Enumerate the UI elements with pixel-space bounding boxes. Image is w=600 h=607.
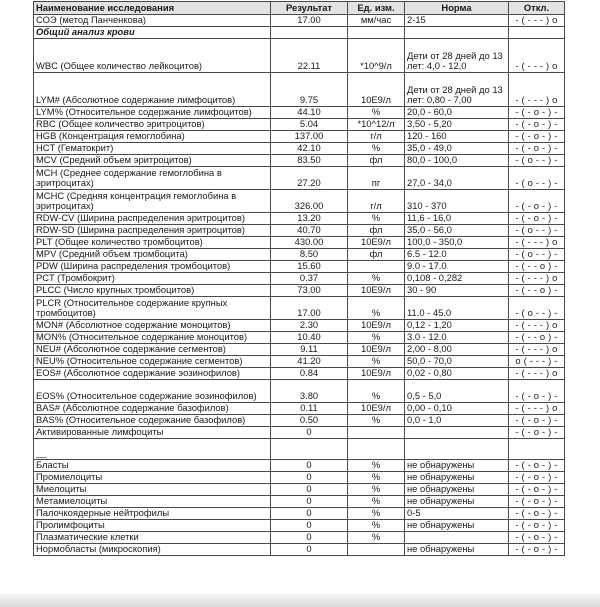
cell-name: Пролимфоциты <box>34 520 271 532</box>
table-row <box>34 496 565 508</box>
cell-unit: % <box>348 213 405 225</box>
cell-unit: % <box>348 356 405 368</box>
header-unit: Ед. изм. <box>348 2 405 15</box>
cell-unit <box>348 544 405 556</box>
cell-norm: 0,00 - 0,10 <box>405 403 509 415</box>
cell-unit: 10E9/л <box>348 285 405 297</box>
cell-deviation: - ( - - - ) о <box>509 273 565 285</box>
cell-name: MCHC (Средняя концентрация гемоглобина в эритроцитах) <box>34 190 271 213</box>
cell-name: Миелоциты <box>34 484 271 496</box>
cell-result <box>271 439 348 460</box>
cell-unit <box>348 27 405 39</box>
cell-result: 17.00 <box>271 15 348 27</box>
cell-name: MON% (Относительное содержание моноцитов) <box>34 332 271 344</box>
cell-result: 0.84 <box>271 368 348 380</box>
cell-name: MPV (Средний объем тромбоцита) <box>34 249 271 261</box>
cell-name: Метамиелоциты <box>34 496 271 508</box>
cell-norm: 35,0 - 49,0 <box>405 143 509 155</box>
cell-name: СОЭ (метод Панченкова) <box>34 15 271 27</box>
cell-result: 13.20 <box>271 213 348 225</box>
cell-result: 10.40 <box>271 332 348 344</box>
cell-deviation: - ( - о - ) - <box>509 190 565 213</box>
section-row <box>34 27 565 39</box>
cell-unit: 10E9/л <box>348 368 405 380</box>
cell-result: 0 <box>271 427 348 439</box>
cell-norm: 0-5 <box>405 508 509 520</box>
cell-unit: % <box>348 532 405 544</box>
table-row <box>34 237 565 249</box>
cell-result: 8.50 <box>271 249 348 261</box>
cell-norm <box>405 439 509 460</box>
cell-norm: 20,0 - 60,0 <box>405 107 509 119</box>
cell-unit: % <box>348 496 405 508</box>
cell-unit: % <box>348 107 405 119</box>
cell-result: 0 <box>271 520 348 532</box>
cell-norm: не обнаружены <box>405 544 509 556</box>
cell-deviation: - ( - - о ) - <box>509 285 565 297</box>
cell-unit <box>348 261 405 273</box>
cell-result: 83.50 <box>271 155 348 167</box>
cell-norm: Дети от 28 дней до 13 лет: 0,80 - 7,00 <box>405 73 509 107</box>
cell-name: BAS# (Абсолютное содержание базофилов) <box>34 403 271 415</box>
cell-norm <box>405 532 509 544</box>
cell-norm <box>405 27 509 39</box>
cell-norm: 30 - 90 <box>405 285 509 297</box>
cell-name: EOS% (Относительное содержание эозинофилов) <box>34 380 271 403</box>
cell-unit: 10E9/л <box>348 320 405 332</box>
table-row <box>34 344 565 356</box>
cell-deviation: - ( - о - ) - <box>509 532 565 544</box>
cell-deviation: - ( - о - ) - <box>509 119 565 131</box>
page-bottom-edge <box>0 594 600 607</box>
cell-result: 40.70 <box>271 225 348 237</box>
cell-deviation: - ( - о - ) - <box>509 380 565 403</box>
cell-deviation: - ( о - - ) - <box>509 225 565 237</box>
cell-deviation: о ( - - - ) - <box>509 356 565 368</box>
cell-name: PLCR (Относительное содержание крупных тромбоцитов) <box>34 297 271 320</box>
cell-name: MCV (Средний объем эритроцитов) <box>34 155 271 167</box>
table-row <box>34 107 565 119</box>
cell-unit: % <box>348 297 405 320</box>
cell-deviation: - ( - о - ) - <box>509 496 565 508</box>
cell-result <box>271 27 348 39</box>
cell-unit: мм/час <box>348 15 405 27</box>
table-row <box>34 484 565 496</box>
table-row <box>34 73 565 107</box>
cell-norm: 27,0 - 34,0 <box>405 167 509 190</box>
cell-norm: не обнаружены <box>405 520 509 532</box>
cell-name: MON# (Абсолютное содержание моноцитов) <box>34 320 271 332</box>
table-row <box>34 225 565 237</box>
table-row <box>34 285 565 297</box>
cell-norm: 100,0 - 350,0 <box>405 237 509 249</box>
cell-norm: не обнаружены <box>405 484 509 496</box>
cell-result: 0 <box>271 532 348 544</box>
cell-name: PLCC (Число крупных тромбоцитов) <box>34 285 271 297</box>
cell-name: __ <box>34 439 271 460</box>
cell-unit: % <box>348 508 405 520</box>
cell-deviation: - ( - о - ) - <box>509 484 565 496</box>
cell-name: PCT (Тромбокрит) <box>34 273 271 285</box>
cell-result: 17.00 <box>271 297 348 320</box>
table-row <box>34 532 565 544</box>
cell-norm: 0,12 - 1,20 <box>405 320 509 332</box>
table-row <box>34 544 565 556</box>
cell-result: 42.10 <box>271 143 348 155</box>
cell-unit: пг <box>348 167 405 190</box>
cell-norm: 310 - 370 <box>405 190 509 213</box>
table-row <box>34 167 565 190</box>
cell-result: 0 <box>271 460 348 472</box>
table-row <box>34 460 565 472</box>
cell-norm: 0,0 - 1,0 <box>405 415 509 427</box>
cell-deviation: - ( - о - ) - <box>509 427 565 439</box>
cell-result: 44.10 <box>271 107 348 119</box>
cell-norm: 35,0 - 56,0 <box>405 225 509 237</box>
cell-unit: 10E9/л <box>348 403 405 415</box>
cell-unit: 10E9/л <box>348 344 405 356</box>
cell-name: Промиелоциты <box>34 472 271 484</box>
cell-norm: 80,0 - 100,0 <box>405 155 509 167</box>
table-row <box>34 415 565 427</box>
cell-deviation: - ( - о - ) - <box>509 508 565 520</box>
cell-norm: 2-15 <box>405 15 509 27</box>
cell-deviation: - ( о - - ) - <box>509 297 565 320</box>
cell-unit: 10E9/л <box>348 73 405 107</box>
cell-name: Палочкоядерные нейтрофилы <box>34 508 271 520</box>
cell-name: Бласты <box>34 460 271 472</box>
cell-name: Плазматические клетки <box>34 532 271 544</box>
cell-unit: фл <box>348 249 405 261</box>
cell-norm: 2,00 - 8,00 <box>405 344 509 356</box>
cell-norm: 3,50 - 5,20 <box>405 119 509 131</box>
cell-name: WBC (Общее количество лейкоцитов) <box>34 39 271 73</box>
cell-name: NEU# (Абсолютное содержание сегментов) <box>34 344 271 356</box>
cell-deviation <box>509 27 565 39</box>
cell-deviation: - ( - - - ) о <box>509 237 565 249</box>
cell-result: 27.20 <box>271 167 348 190</box>
table-row <box>34 213 565 225</box>
cell-norm: 9.0 - 17.0 <box>405 261 509 273</box>
cell-unit: *10^9/л <box>348 39 405 73</box>
cell-norm: не обнаружены <box>405 496 509 508</box>
cell-name: EOS# (Абсолютное содержание эозинофилов) <box>34 368 271 380</box>
cell-norm <box>405 427 509 439</box>
header-deviation: Откл. <box>509 2 565 15</box>
cell-result: 137.00 <box>271 131 348 143</box>
cell-result: 0 <box>271 544 348 556</box>
lab-results-sheet <box>33 1 564 556</box>
table-row <box>34 249 565 261</box>
table-row <box>34 320 565 332</box>
cell-unit: % <box>348 484 405 496</box>
table-row <box>34 273 565 285</box>
cell-norm: 3.0 - 12.0 <box>405 332 509 344</box>
cell-result: 9.11 <box>271 344 348 356</box>
table-row <box>34 15 565 27</box>
results-table <box>33 1 565 556</box>
cell-unit: фл <box>348 225 405 237</box>
cell-deviation: - ( - - о ) - <box>509 261 565 273</box>
header-name: Наименование исследования <box>34 2 271 15</box>
cell-result: 2.30 <box>271 320 348 332</box>
cell-norm: Дети от 28 дней до 13 лет: 4,0 - 12,0 <box>405 39 509 73</box>
table-row <box>34 403 565 415</box>
header-result: Результат <box>271 2 348 15</box>
cell-deviation: - ( - - - ) о <box>509 403 565 415</box>
cell-unit: г/л <box>348 190 405 213</box>
cell-name: RDW-SD (Ширина распределения эритроцитов) <box>34 225 271 237</box>
table-row <box>34 427 565 439</box>
cell-result: 0 <box>271 472 348 484</box>
table-row <box>34 368 565 380</box>
table-row <box>34 190 565 213</box>
cell-deviation: - ( - о - ) - <box>509 107 565 119</box>
cell-deviation: - ( - - - ) о <box>509 344 565 356</box>
header-row <box>34 2 565 15</box>
cell-norm: 11.0 - 45.0 <box>405 297 509 320</box>
cell-unit: % <box>348 143 405 155</box>
cell-result: 430.00 <box>271 237 348 249</box>
cell-result: 326.00 <box>271 190 348 213</box>
cell-unit: 10E9/л <box>348 237 405 249</box>
cell-result: 5.04 <box>271 119 348 131</box>
cell-norm: 0,108 - 0,282 <box>405 273 509 285</box>
cell-result: 0.50 <box>271 415 348 427</box>
cell-unit: г/л <box>348 131 405 143</box>
cell-deviation: - ( - - - ) о <box>509 320 565 332</box>
cell-norm: 6.5 - 12.0 <box>405 249 509 261</box>
table-row <box>34 380 565 403</box>
table-row <box>34 472 565 484</box>
cell-norm: 11,6 - 16,0 <box>405 213 509 225</box>
table-row <box>34 143 565 155</box>
cell-deviation: - ( о - - ) - <box>509 249 565 261</box>
cell-unit: % <box>348 273 405 285</box>
cell-name: LYM% (Относительное содержание лимфоцитов) <box>34 107 271 119</box>
table-row <box>34 439 565 460</box>
cell-result: 3.80 <box>271 380 348 403</box>
cell-name: Нормобласты (микроскопия) <box>34 544 271 556</box>
cell-result: 22.11 <box>271 39 348 73</box>
cell-name: RDW-CV (Ширина распределения эритроцитов) <box>34 213 271 225</box>
cell-result: 0.11 <box>271 403 348 415</box>
cell-deviation: - ( - - - ) о <box>509 368 565 380</box>
cell-name: PDW (Ширина распределения тромбоцитов) <box>34 261 271 273</box>
cell-unit: % <box>348 460 405 472</box>
cell-deviation: - ( о - - ) - <box>509 155 565 167</box>
cell-norm: 120 - 160 <box>405 131 509 143</box>
cell-unit <box>348 427 405 439</box>
table-row <box>34 297 565 320</box>
cell-deviation: - ( - о - ) - <box>509 544 565 556</box>
cell-deviation: - ( - о - ) - <box>509 520 565 532</box>
cell-unit: % <box>348 415 405 427</box>
table-row <box>34 332 565 344</box>
cell-name: MCH (Среднее содержание гемоглобина в эритроцитах) <box>34 167 271 190</box>
cell-deviation: - ( - - - ) о <box>509 39 565 73</box>
cell-unit <box>348 439 405 460</box>
cell-norm: не обнаружены <box>405 472 509 484</box>
table-row <box>34 356 565 368</box>
cell-unit: % <box>348 520 405 532</box>
cell-deviation: - ( - - - ) о <box>509 73 565 107</box>
cell-name: PLT (Общее количество тромбоцитов) <box>34 237 271 249</box>
cell-result: 73.00 <box>271 285 348 297</box>
header-norm: Норма <box>405 2 509 15</box>
cell-deviation: - ( - о - ) - <box>509 131 565 143</box>
cell-unit: % <box>348 332 405 344</box>
table-row <box>34 131 565 143</box>
cell-deviation: - ( о - - ) - <box>509 167 565 190</box>
table-row <box>34 119 565 131</box>
cell-result: 0 <box>271 508 348 520</box>
table-row <box>34 155 565 167</box>
cell-result: 0.37 <box>271 273 348 285</box>
table-row <box>34 520 565 532</box>
cell-unit: фл <box>348 155 405 167</box>
cell-result: 9.75 <box>271 73 348 107</box>
cell-name: HGB (Концентрация гемоглобина) <box>34 131 271 143</box>
cell-unit: *10^12/л <box>348 119 405 131</box>
cell-unit: % <box>348 380 405 403</box>
cell-result: 41.20 <box>271 356 348 368</box>
cell-name: HCT (Гематокрит) <box>34 143 271 155</box>
table-row <box>34 39 565 73</box>
cell-norm: не обнаружены <box>405 460 509 472</box>
table-row <box>34 261 565 273</box>
cell-deviation: - ( - о - ) - <box>509 460 565 472</box>
cell-deviation: - ( - - - ) о <box>509 15 565 27</box>
cell-deviation: - ( - о - ) - <box>509 415 565 427</box>
cell-deviation: - ( - - о ) - <box>509 332 565 344</box>
cell-result: 0 <box>271 484 348 496</box>
cell-deviation: - ( - о - ) - <box>509 472 565 484</box>
cell-name: LYM# (Абсолютное содержание лимфоцитов) <box>34 73 271 107</box>
table-row <box>34 508 565 520</box>
cell-norm: 0,02 - 0,80 <box>405 368 509 380</box>
cell-deviation: - ( - о - ) - <box>509 143 565 155</box>
cell-name: NEU% (Относительное содержание сегментов) <box>34 356 271 368</box>
cell-deviation: - ( - о - ) - <box>509 213 565 225</box>
cell-result: 15.60 <box>271 261 348 273</box>
cell-name: RBC (Общее количество эритроцитов) <box>34 119 271 131</box>
cell-norm: 50,0 - 70,0 <box>405 356 509 368</box>
cell-result: 0 <box>271 496 348 508</box>
cell-name: Общий анализ крови <box>34 27 271 39</box>
cell-name: BAS% (Относительное содержание базофилов) <box>34 415 271 427</box>
cell-name: Активированные лимфоциты <box>34 427 271 439</box>
cell-unit: % <box>348 472 405 484</box>
cell-norm: 0,5 - 5,0 <box>405 380 509 403</box>
cell-deviation <box>509 439 565 460</box>
